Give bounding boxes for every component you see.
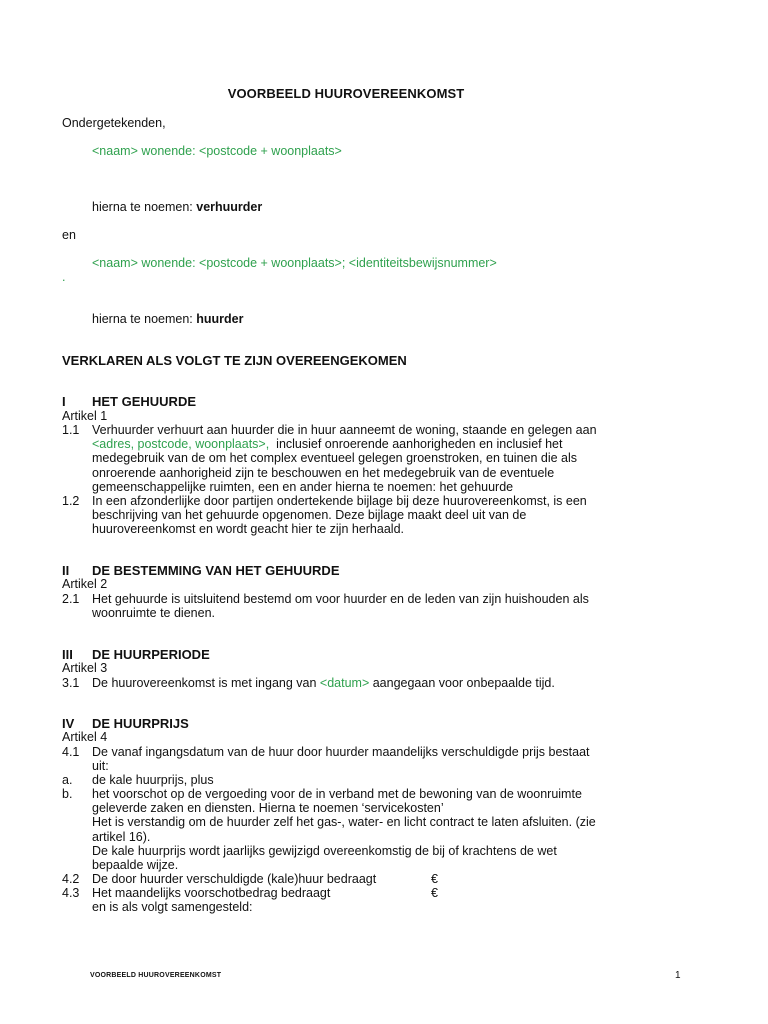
- section-3-title: DE HUURPERIODE: [92, 647, 210, 662]
- section-4-title: DE HUURPRIJS: [92, 716, 189, 731]
- clause-4-2-euro-sign: €: [431, 872, 438, 886]
- item-b-label: b.: [62, 787, 73, 801]
- section-2-number: II: [62, 563, 70, 578]
- clause-1-1-text: Verhuurder verhuurt aan huurder die in huur aanneemt de woning, staande en gelegen aan <adres, postcode, woonplaats>, inclusief onroerende aanhorigheden en inclusief het medegebruik van de om het complex eventueel gelegen groenstroken, en tuinen die als onroerende aanhorigheid zijn te beschouwen en het medegebruik van de eventuele gemeenschappelijke ruimten, een en ander hierna te noemen: het gehuurde: [92, 423, 597, 494]
- page-number: 1: [675, 970, 681, 981]
- clause-1-2-text: In een afzonderlijke door partijen ondertekende bijlage bij deze huurovereenkomst, is een beschrijving van het gehuurde opgenomen. Deze bijlage maakt deel uit van de huurovereenkomst en wordt geacht hier te zijn herhaald.: [92, 494, 587, 537]
- intro-text: Ondergetekenden,: [62, 116, 166, 130]
- clause-2-1-text: Het gehuurde is uitsluitend bestemd om voor huurder en de leden van zijn huishouden als woonruimte te dienen.: [92, 592, 589, 621]
- section-2-title: DE BESTEMMING VAN HET GEHUURDE: [92, 563, 340, 578]
- party2-designation: [92, 312, 243, 327]
- clause-4-1-number: 4.1: [62, 745, 80, 759]
- party1-label: hierna te noemen:: [92, 200, 197, 214]
- document-title: VOORBEELD HUUROVEREENKOMST: [227, 86, 465, 101]
- section-1-title: HET GEHUURDE: [92, 394, 197, 409]
- clause-2-1-number: 2.1: [62, 592, 80, 606]
- item-b-text: het voorschot op de vergoeding voor de in verband met de bewoning van de woonruimte geleverde zaken en diensten. Hierna te noemen ‘servicekosten’ Het is verstandig om de huurder zelf het gas-, water- en licht contract te laten afsluiten. (zie artikel 16). De kale huurprijs wordt jaarlijks gewijzigd overeenkomstig de bij of krachtens de wet bepaalde wijze.: [92, 787, 596, 873]
- section-3-number: III: [62, 647, 73, 662]
- clause-4-1-text: De vanaf ingangsdatum van de huur door huurder maandelijks verschuldigde prijs bestaat uit:: [92, 745, 590, 774]
- address-placeholder: <adres, postcode, woonplaats>,: [92, 437, 270, 452]
- section-4-number: IV: [62, 716, 75, 731]
- clause-4-2-text: De door huurder verschuldigde (kale)huur bedraagt: [92, 872, 377, 886]
- agreement-heading: VERKLAREN ALS VOLGT TE ZIJN OVEREENGEKOMEN: [62, 353, 407, 368]
- clause-4-3-euro-sign: €: [431, 886, 438, 900]
- section-1-artikel: Artikel 1: [62, 409, 108, 423]
- clause-1-2-number: 1.2: [62, 494, 80, 508]
- clause-4-2-number: 4.2: [62, 872, 80, 886]
- party2-label: hierna te noemen:: [92, 312, 197, 326]
- section-4-artikel: Artikel 4: [62, 730, 108, 744]
- party2-role: huurder: [196, 312, 244, 326]
- item-a-label: a.: [62, 773, 73, 787]
- clause-1-1-number: 1.1: [62, 423, 80, 437]
- clause-3-1-number: 3.1: [62, 676, 80, 690]
- section-2-artikel: Artikel 2: [62, 577, 108, 591]
- footer-title: VOORBEELD HUUROVEREENKOMST: [90, 972, 222, 979]
- party1-placeholder: <naam> wonende: <postcode + woonplaats>: [92, 144, 342, 158]
- date-placeholder: <datum>: [319, 676, 370, 690]
- party2-placeholder: <naam> wonende: <postcode + woonplaats>; <identiteitsbewijsnummer>: [92, 256, 497, 270]
- party2-dot: .: [62, 270, 66, 284]
- item-a-text: de kale huurprijs, plus: [92, 773, 214, 787]
- clause-4-3-number: 4.3: [62, 886, 80, 900]
- party1-designation: [92, 200, 262, 215]
- party1-role: verhuurder: [196, 200, 263, 214]
- and-text: en: [62, 228, 76, 242]
- clause-4-3-text: Het maandelijks voorschotbedrag bedraagt en is als volgt samengesteld:: [92, 886, 331, 915]
- clause-3-1-text: De huurovereenkomst is met ingang van <datum> aangegaan voor onbepaalde tijd.: [92, 676, 555, 690]
- section-1-number: I: [62, 394, 66, 409]
- section-3-artikel: Artikel 3: [62, 661, 108, 675]
